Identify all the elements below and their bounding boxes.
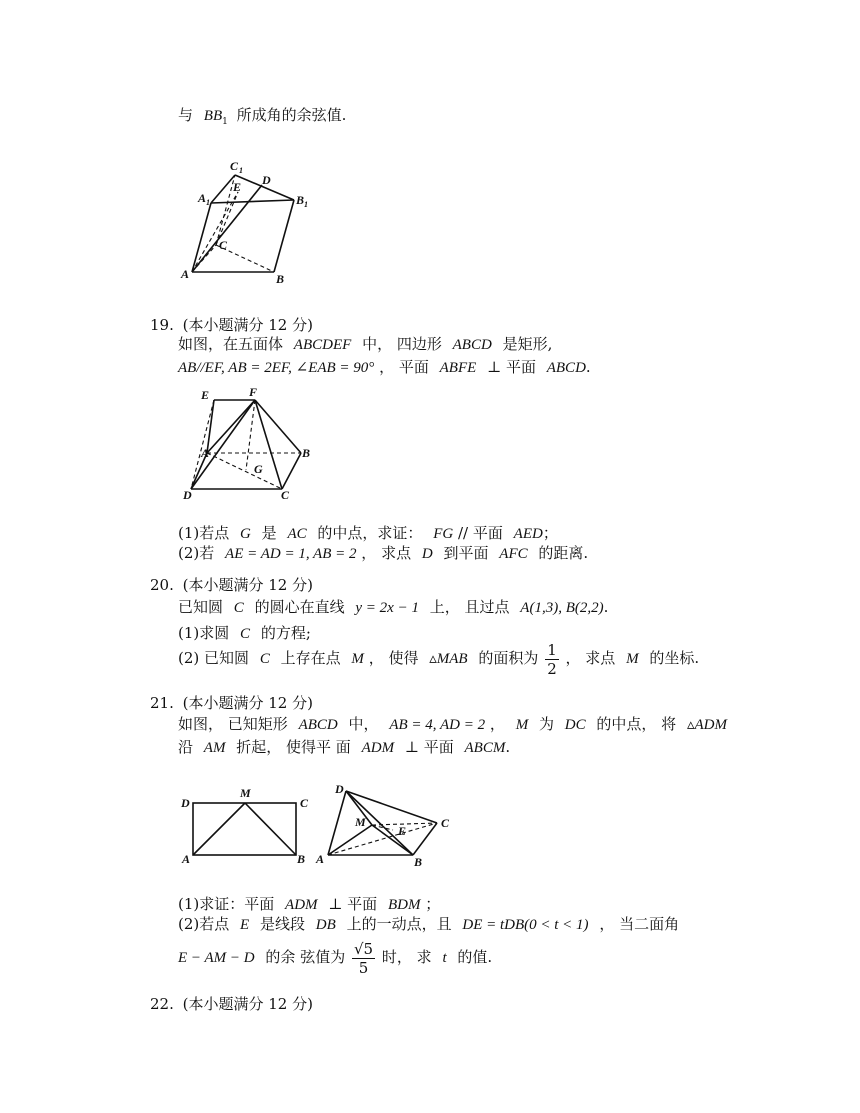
- q19-text: (2)若: [178, 544, 215, 562]
- q21-text: 折起， 使得平 面: [236, 738, 351, 756]
- q21-text: 沿: [178, 738, 194, 756]
- q19-math: D: [421, 546, 433, 562]
- fraction-denominator: 2: [547, 659, 557, 678]
- q21-math: M: [515, 717, 529, 733]
- q19-number: 19.: [150, 316, 174, 334]
- q19-math: AC: [287, 526, 307, 542]
- q21-text: 为: [538, 715, 554, 733]
- q21-text: .: [505, 738, 511, 756]
- label-e: E: [201, 388, 210, 402]
- q19-math: AE = AD = 1, AB = 2: [225, 546, 357, 562]
- q20-math: C: [259, 651, 270, 667]
- q21-math: AB = 4, AD = 2: [389, 717, 486, 733]
- q21-math: DB: [315, 917, 336, 933]
- label-c1: C: [230, 159, 239, 173]
- q22-header: [150, 993, 313, 1014]
- label-a1: A: [198, 191, 207, 205]
- q21-math: ADM: [285, 897, 318, 913]
- q21-math: DC: [564, 717, 586, 733]
- q19-text: 的距离.: [538, 544, 589, 562]
- label-b: B: [297, 852, 306, 866]
- q21-math: t: [442, 950, 447, 966]
- q20-text: 上存在点: [280, 649, 341, 667]
- q22-score: (本小题满分 12 分): [182, 995, 313, 1013]
- q19-text: ， 平面: [379, 358, 429, 376]
- q21-text: ⊥ 平面: [328, 895, 378, 913]
- q20-math: ▵MAB: [429, 651, 468, 667]
- q21-sub2: [178, 913, 679, 934]
- q18-bb-sub: 1: [222, 117, 228, 127]
- q18-tail-lead: 与: [178, 106, 194, 124]
- q20-math: y = 2x − 1: [355, 600, 419, 616]
- q21-sub1: [178, 893, 440, 914]
- q20-math: C: [233, 600, 244, 616]
- label-m: M: [240, 786, 251, 800]
- label-e: E: [398, 824, 407, 838]
- label-a: A: [316, 852, 325, 866]
- label-b: B: [302, 446, 311, 460]
- q19-text: // 平面: [457, 524, 503, 542]
- label-a1-sub: 1: [206, 198, 210, 207]
- label-f: F: [249, 385, 258, 399]
- q19-math: AFC: [499, 546, 528, 562]
- q20-text: 上， 且过点: [429, 598, 510, 616]
- q20-text: 的坐标.: [649, 649, 700, 667]
- q20-text: (2) 已知圆: [178, 649, 250, 667]
- q21-number: 21.: [150, 694, 174, 712]
- label-c: C: [219, 238, 228, 252]
- label-c1-sub: 1: [239, 166, 243, 175]
- label-b: B: [276, 272, 285, 286]
- q19-text: ， 求点: [361, 544, 412, 562]
- q22-number: 22.: [150, 995, 174, 1013]
- q19-text: 是矩形,: [502, 335, 553, 353]
- q20-text: (1)求圆: [178, 624, 230, 642]
- q21-text: ，: [489, 715, 505, 733]
- q21-math: ▵ADM: [686, 717, 727, 733]
- q20-text: ， 使得: [368, 649, 419, 667]
- label-d: D: [183, 488, 192, 502]
- q20-score: (本小题满分 12 分): [182, 576, 313, 594]
- q21-text: 的值.: [457, 948, 493, 966]
- q21-math: BDM: [387, 897, 421, 913]
- q19-text: (1)若点: [178, 524, 230, 542]
- q20-math: M: [351, 651, 364, 667]
- label-b1-sub: 1: [304, 200, 308, 209]
- label-d: D: [181, 796, 190, 810]
- q21-text: 上的一动点，且: [346, 915, 452, 933]
- q21-math: DE = tDB(0 < t < 1): [462, 917, 589, 933]
- label-d: D: [262, 173, 271, 187]
- label-b1: B: [296, 193, 305, 207]
- q20-text: 的面积为: [478, 649, 539, 667]
- label-d: D: [335, 782, 344, 796]
- q20-text: 已知圆: [178, 598, 224, 616]
- q21-text: ， 当二面角: [599, 915, 680, 933]
- q21-math: ABCM: [464, 740, 506, 756]
- q21-text: (2)若点: [178, 915, 230, 933]
- q19-math: FG: [433, 526, 454, 542]
- label-a: A: [181, 267, 190, 281]
- fraction-numerator: 1: [547, 640, 557, 659]
- q19-text: 如图，在五面体: [178, 335, 284, 353]
- q19-text: ；: [542, 524, 558, 542]
- q21-math: E − AM − D: [178, 950, 255, 966]
- q20-number: 20.: [150, 576, 174, 594]
- q19-math: ABCD: [546, 360, 586, 376]
- q20-math: A(1,3), B(2,2): [520, 600, 604, 616]
- q20-text: ， 求点: [565, 649, 616, 667]
- q18-tail-text: 所成角的余弦值.: [236, 106, 347, 124]
- q18-bb: BB: [203, 108, 223, 124]
- q21-text: ；: [425, 895, 441, 913]
- label-c: C: [441, 816, 450, 830]
- q21-math: ABCD: [298, 717, 338, 733]
- q20-math: C: [240, 626, 251, 642]
- q21-text: 时， 求: [381, 948, 432, 966]
- q19-text: 的中点，求证：: [317, 524, 423, 542]
- q21-text: 的中点， 将: [596, 715, 677, 733]
- label-b: B: [414, 855, 423, 869]
- label-e: E: [233, 180, 242, 194]
- q19-math: G: [240, 526, 251, 542]
- q20-text: 的方程;: [260, 624, 311, 642]
- edge-b-c: [413, 823, 437, 855]
- q21-sub3: [178, 937, 492, 978]
- q21-fraction: [352, 940, 375, 977]
- q19-text: 到平面: [443, 544, 489, 562]
- q19-math: AED: [513, 526, 543, 542]
- q21-text: 的余 弦值为: [265, 948, 346, 966]
- q19-math: ABFE: [439, 360, 477, 376]
- label-a: A: [201, 446, 210, 460]
- q20-math: M: [626, 651, 639, 667]
- q19-text: ⊥ 平面: [487, 358, 536, 376]
- label-a: A: [182, 852, 191, 866]
- q20-text: .: [603, 598, 609, 616]
- q19-text: 中， 四边形: [362, 335, 442, 353]
- q21-text: 是线段: [259, 915, 305, 933]
- q19-text: 是: [261, 524, 277, 542]
- q21-math: AM: [203, 740, 226, 756]
- q21-text: ⊥ 平面: [404, 738, 454, 756]
- q19-math: AB//EF, AB = 2EF, ∠EAB = 90°: [178, 360, 375, 376]
- label-g: G: [254, 462, 263, 476]
- q21-math: ADM: [361, 740, 395, 756]
- q19-math: ABCD: [452, 337, 492, 353]
- label-c: C: [300, 796, 309, 810]
- q19-text: .: [585, 358, 591, 376]
- q20-text: 的圆心在直线: [254, 598, 345, 616]
- q21-math: E: [240, 917, 250, 933]
- q19-math: ABCDEF: [293, 337, 352, 353]
- q21-score: (本小题满分 12 分): [182, 694, 313, 712]
- fraction-denominator: 5: [358, 958, 369, 977]
- label-m: M: [355, 815, 366, 829]
- q21-text: 如图， 已知矩形: [178, 715, 288, 733]
- q21-text: (1)求证：平面: [178, 895, 275, 913]
- label-c: C: [281, 488, 290, 502]
- fraction-numerator: √5: [353, 939, 374, 958]
- q19-score: (本小题满分 12 分): [182, 316, 313, 334]
- q21-text: 中，: [348, 715, 379, 733]
